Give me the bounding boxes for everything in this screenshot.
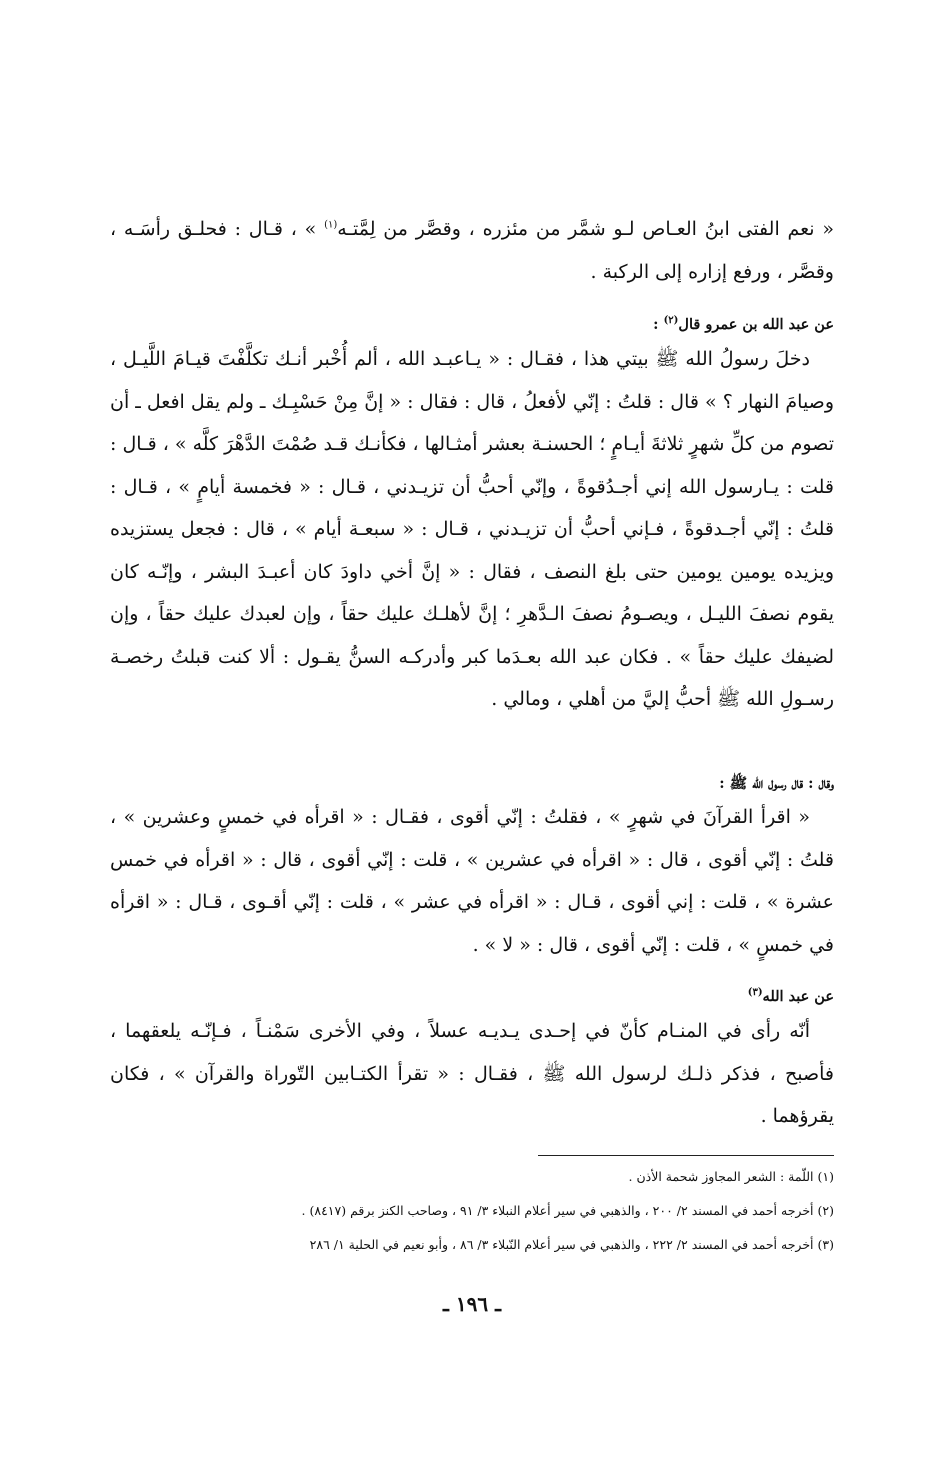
footnote-separator bbox=[538, 1155, 834, 1156]
hadith-paragraph: دخلَ رسولُ الله ﷺ بيتي هذا ، فقـال : « يـاعبـد الله ، ألم أُخْبر أنـك تكلَّفْتَ قيـامَ اللَّيـل ، وصيامَ النهار ؟ » قال : قلتُ : إنّي لأفعلُ ، قال : فقال : « إنَّ مِنْ حَسْبِـك ـ ولم يقل افعل ـ أن تصوم من كلِّ شهرٍ ثلاثةَ أيـامٍ ؛ الحسنـة بعشر أمثـالها ، فكأنـك قـد صُمْتَ الدَّهْرَ كلَّه » ، قـال : قلت : يـارسول الله إني أجـدُقوةً ، وإنّي أحبُّ أن تزيـدني ، قـال : « فخمسة أيامٍ » ، قـال : قلتُ : إنّي أجـدقوةً ، فـإني أحبُّ أن تزيـدني ، قـال : « سبعـة أيام » ، قال : فجعل يستزيده ويزيده يومين يومين حتى بلغ النصف ، فقال : « إنَّ أخي داودَ كان أعبـدَ البشر ، وإنّـه كان يقوم نصفَ الليـل ، ويصـومُ نصفَ الـدَّهرِ ؛ إنَّ لأهلـك عليك حقاً ، وإن لعبدك عليك حقاً ، وإن لضيفك عليك حقاً » . فكان عبد الله بعـدَما كبر وأدركـه السنُّ يقـول : ألا كنت قبلتُ رخصـة رسـولِ الله ﷺ أحبُّ إليَّ من أهلي ، ومالي . bbox=[110, 348, 834, 710]
footnotes bbox=[110, 1160, 834, 1262]
intro-text-tail: » ، قـال : فحلـق رأسَـه ، وقصَّر ، ورفع إزاره إلى الركبة . bbox=[110, 218, 834, 283]
heading-text: عن عبد الله bbox=[762, 988, 834, 1005]
hadith-paragraph: « اقرأ القرآنَ في شهرٍ » ، فقلتُ : إنّي أقوى ، فقـال : « اقرأه في خمسٍ وعشرين » ، قلتُ : إنّي أقوى ، قال : « اقرأه في عشرين » ، قلت : إنّي أقوى ، قال : « اقرأه في خمس عشرة » ، قلت : إني أقوى ، قـال : « اقرأه في عشر » ، قلت : إنّي أقـوى ، قـال : « اقرأه في خمسٍ » ، قلت : إنّي أقوى ، قال : « لا » . bbox=[110, 806, 834, 956]
section-quran-reading bbox=[110, 773, 834, 795]
footnote-1: (١) اللّمة : الشعر المجاوز شحمة الأذن . bbox=[628, 1169, 834, 1184]
hadith-paragraph: أنّه رأى في المنـام كأنّ في إحـدى يـديـه عسلاً ، وفي الأخرى سَمْنـاً ، فـإنّـه يلعقهما ، فأصبح ، فذكر ذلـك لرسول الله ﷺ ، فقـال : « تقرأ الكتـابين التّوراة والقرآن » ، فكان يقرؤهما . bbox=[110, 1020, 834, 1127]
section-quran-reading-body bbox=[110, 796, 834, 966]
footnote-ref-3: (٣) bbox=[747, 987, 763, 999]
footnote-ref-1: (١) bbox=[324, 219, 338, 231]
section-intro bbox=[110, 208, 834, 293]
section-dream-body bbox=[110, 1010, 834, 1138]
footnote-3: (٣) أخرجه أحمد في المسند ٢/ ٢٢٢ ، والذهبي في سير أعلام النّبلاء ٣/ ٨٦ ، وأبو نعيم في الحلية ١/ ٢٨٦ bbox=[309, 1237, 834, 1252]
section-heading: وقال : قال رسول الله ﷺ : bbox=[719, 775, 834, 792]
intro-text: « نعم الفتى ابنُ العـاص لـو شمَّر من مئزره ، وقصَّر من لِمَّتـه bbox=[337, 218, 834, 240]
page-number: ـ ١٩٦ ـ bbox=[443, 1292, 501, 1316]
section-dream bbox=[110, 986, 834, 1008]
footnote-ref-2: (٢) bbox=[663, 315, 679, 327]
section-abdullah-amr-body bbox=[110, 338, 834, 721]
heading-colon: : bbox=[653, 316, 664, 333]
section-abdullah-amr bbox=[110, 314, 834, 336]
intro-paragraph bbox=[110, 208, 834, 293]
footnote-2: (٢) أخرجه أحمد في المسند ٢/ ٢٠٠ ، والذهبي في سير أعلام النبلاء ٣/ ٩١ ، وصاحب الكنز برقم (٨٤١٧) . bbox=[301, 1203, 834, 1218]
section-heading bbox=[110, 986, 834, 1008]
section-heading bbox=[110, 314, 834, 336]
heading-text: عن عبد الله بن عمرو قال bbox=[678, 316, 834, 333]
